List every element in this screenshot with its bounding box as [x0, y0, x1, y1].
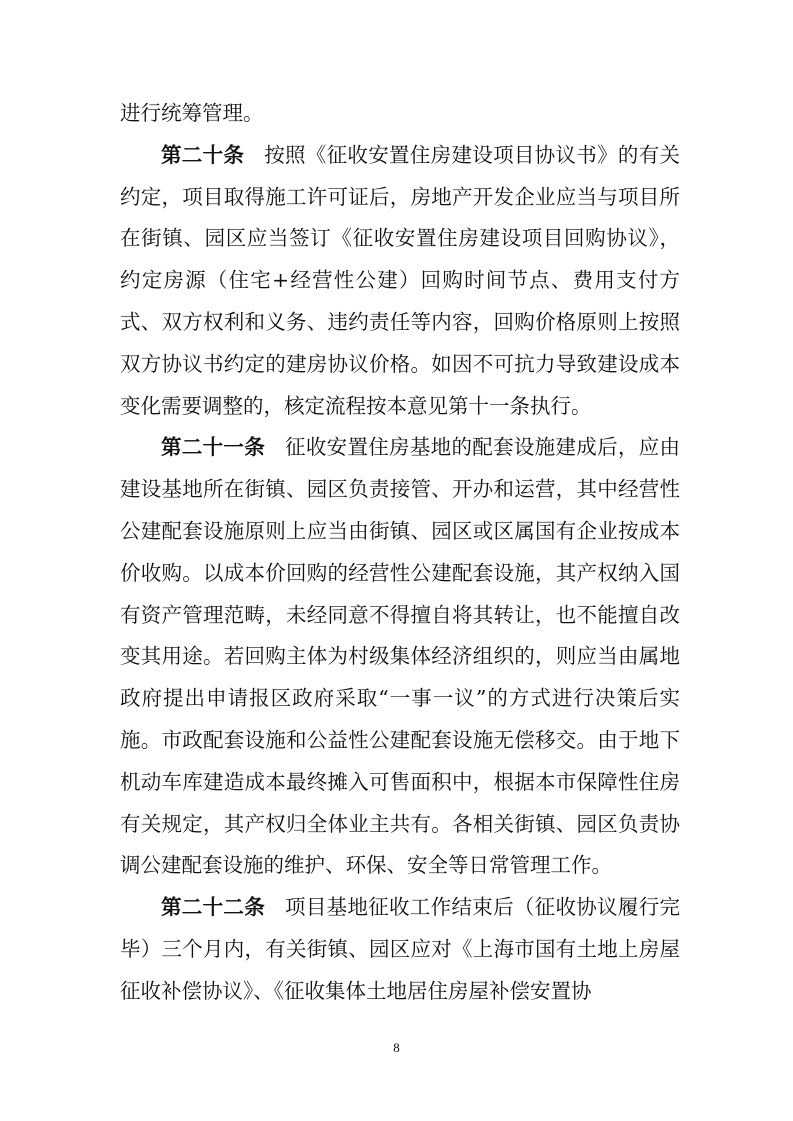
- body-text: [120, 93, 680, 1013]
- paragraph-text: 按照《征收安置住房建设项目协议书》的有关约定，项目取得施工许可证后，房地产开发企业应当与项目所在街镇、园区应当签订《征收安置住房建设项目回购协议》，约定房源（住宅+经营性公建）回购时间节点、费用支付方式、双方权利和义务、违约责任等内容，回购价格原则上按照双方协议书约定的建房协议价格。如因不可抗力导致建设成本变化需要调整的，核定流程按本意见第十一条执行。: [120, 142, 681, 418]
- paragraph-article-21: [120, 427, 680, 887]
- paragraph-continuation: [120, 93, 680, 135]
- paragraph-text: 征收安置住房基地的配套设施建成后，应由建设基地所在街镇、园区负责接管、开办和运营，其中经营性公建配套设施原则上应当由街镇、园区或区属国有企业按成本价收购。以成本价回购的经营性公建配套设施，其产权纳入国有资产管理范畴，未经同意不得擅自将其转让，也不能擅自改变其用途。若回购主体为村级集体经济组织的，则应当由属地政府提出申请报区政府采取“一事一议”的方式进行决策后实施。市政配套设施和公益性公建配套设施无偿移交。由于地下机动车库建造成本最终摊入可售面积中，根据本市保障性住房有关规定，其产权归全体业主共有。各相关街镇、园区负责协调公建配套设施的维护、环保、安全等日常管理工作。: [120, 435, 681, 878]
- paragraph-article-22: [120, 887, 680, 1012]
- article-heading: 第二十一条: [161, 435, 266, 460]
- article-heading: 第二十条: [161, 142, 245, 167]
- paragraph-article-20: [120, 135, 680, 428]
- page-number: 8: [393, 1040, 400, 1055]
- paragraph-text: 项目基地征收工作结束后（征收协议履行完毕）三个月内，有关街镇、园区应对《上海市国有土地上房屋征收补偿协议》、《征收集体土地居住房屋补偿安置协: [120, 895, 681, 1003]
- article-heading: 第二十二条: [161, 895, 266, 920]
- paragraph-text: 进行统筹管理。: [120, 101, 264, 125]
